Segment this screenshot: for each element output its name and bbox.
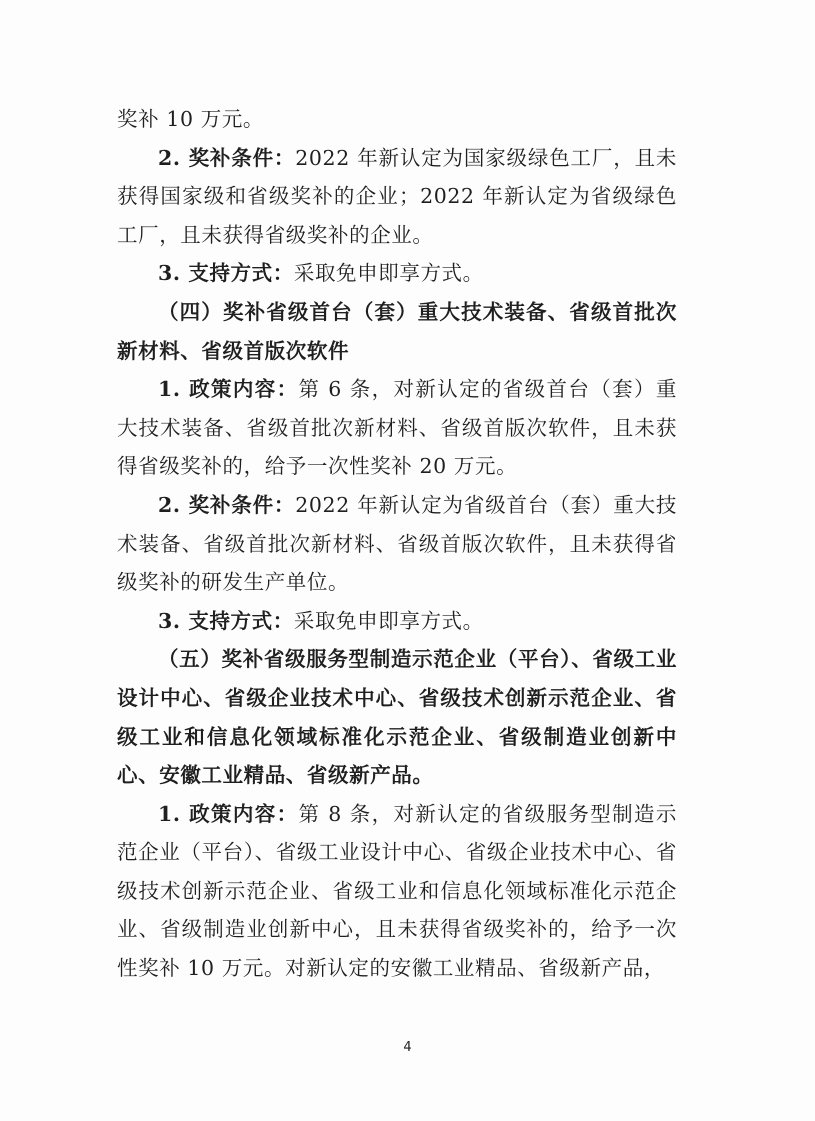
item-label: 2. 奖补条件： (158, 492, 296, 517)
paragraph-continuation (117, 100, 677, 139)
paragraph-text: 第 8 条，对新认定的省级服务型制造示范企业（平台）、省级工业设计中心、省级企业技术中心、省级技术创新示范企业、省级工业和信息化领域标准化示范企业、省级制造业创新中心，且未获得省级奖补的，给予一次性奖补 10 万元。对新认定的安徽工业精品、省级新产品， (117, 801, 677, 981)
item-label: 2. 奖补条件： (158, 145, 296, 170)
item-label: 1. 政策内容： (158, 801, 299, 826)
item-label: 3. 支持方式： (158, 608, 294, 633)
paragraph-text: 第 6 条，对新认定的省级首台（套）重大技术装备、省级首批次新材料、省级首版次软件，且未获得省级奖补的，给予一次性奖补 20 万元。 (117, 377, 677, 479)
paragraph-support-method (117, 254, 677, 293)
paragraph-policy-content (117, 795, 677, 988)
paragraph-support-method (117, 602, 677, 641)
paragraph-text: 采取免申即享方式。 (293, 261, 484, 286)
page-number: 4 (403, 1040, 412, 1055)
paragraph-text: 采取免申即享方式。 (293, 608, 484, 633)
document-body (117, 100, 677, 988)
paragraph-text: 2022 年新认定为省级首台（套）重大技术装备、省级首批次新材料、省级首版次软件，且未获得省级奖补的研发生产单位。 (117, 492, 678, 595)
paragraph-award-conditions (117, 139, 677, 255)
section-heading-4: （四）奖补省级首台（套）重大技术装备、省级首批次新材料、省级首版次软件 (117, 299, 677, 363)
paragraph-award-conditions (117, 486, 677, 602)
item-label: 1. 政策内容： (158, 377, 299, 402)
item-label: 3. 支持方式： (158, 261, 294, 286)
paragraph-text: 2022 年新认定为国家级绿色工厂，且未获得国家级和省级奖补的企业；2022 年新认定为省级绿色工厂，且未获得省级奖补的企业。 (117, 145, 678, 247)
paragraph-policy-content (117, 370, 677, 486)
paragraph-text: 奖补 10 万元。 (117, 107, 265, 131)
section-heading-5: （五）奖补省级服务型制造示范企业（平台）、省级工业设计中心、省级企业技术中心、省级技术创新示范企业、省级工业和信息化领域标准化示范企业、省级制造业创新中心、安徽工业精品、省级新产品。 (117, 647, 677, 788)
